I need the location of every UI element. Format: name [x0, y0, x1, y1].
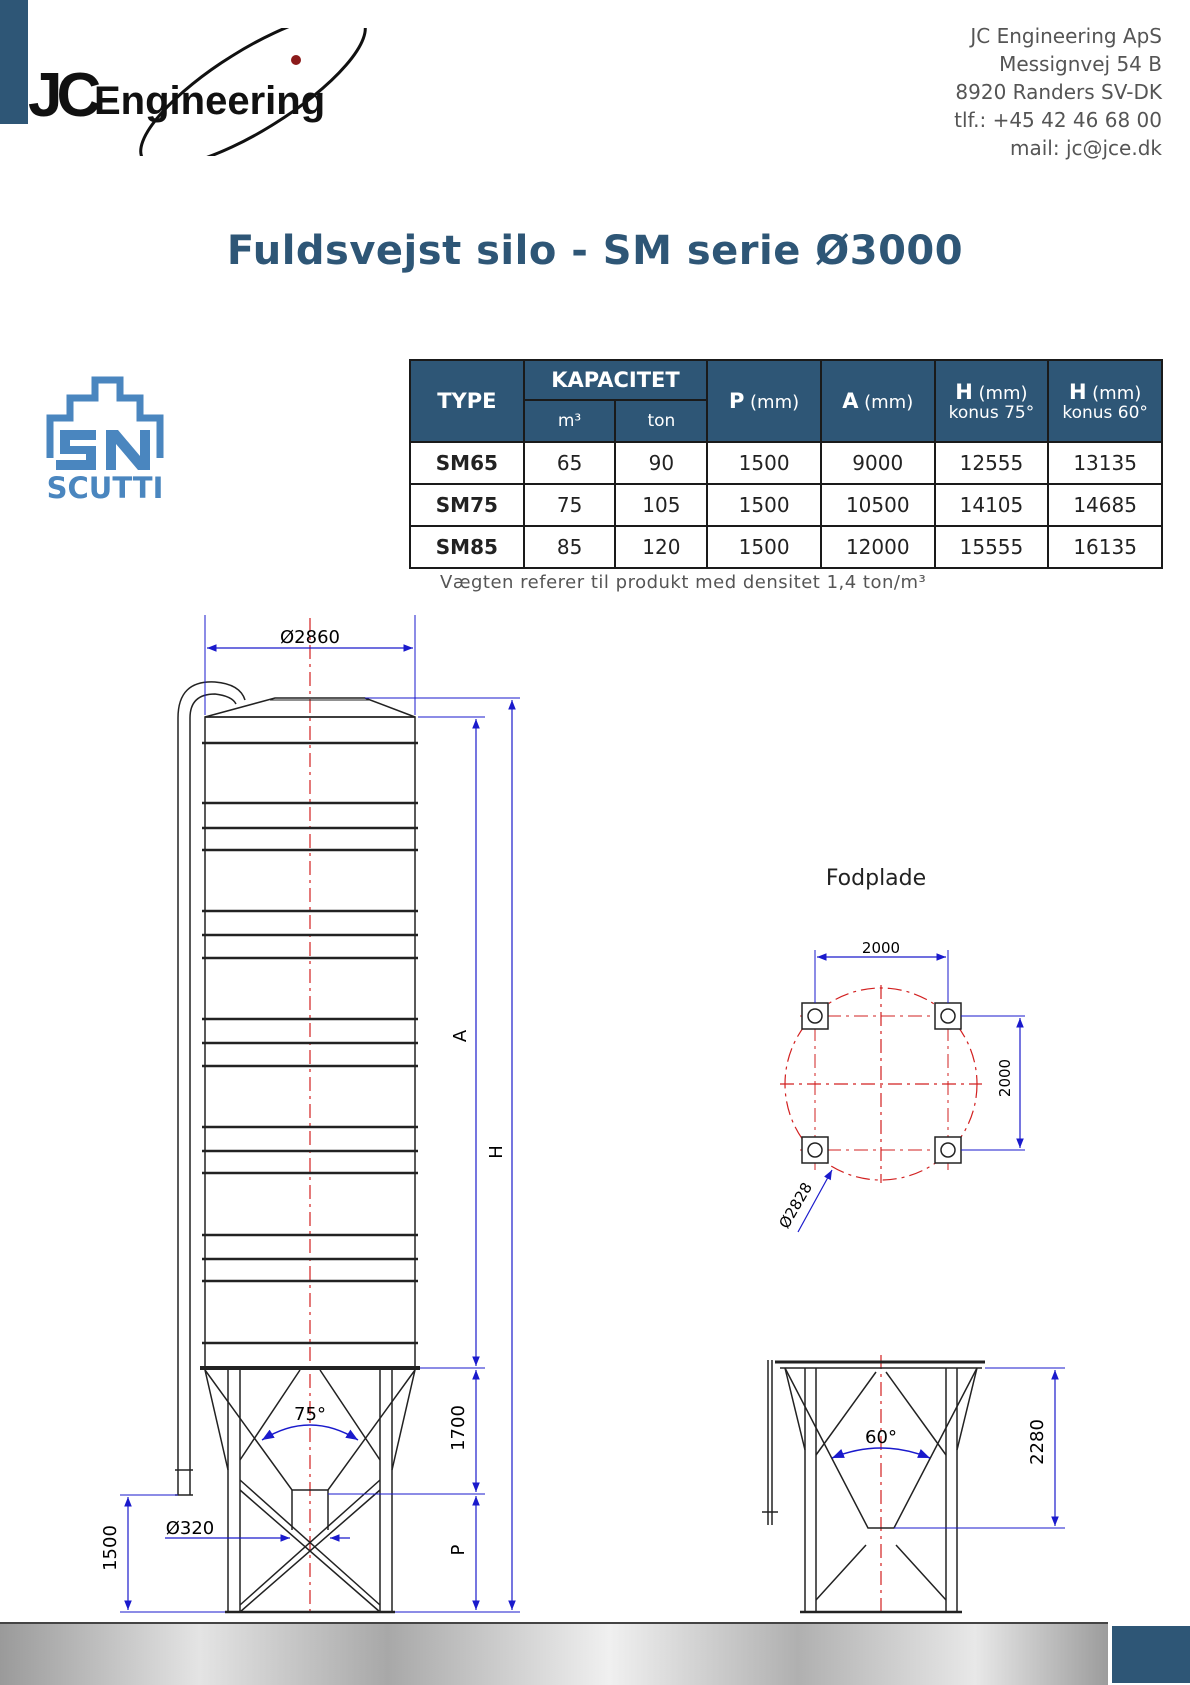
page-title: Fuldsvejst silo - SM serie Ø3000 — [226, 228, 964, 274]
address-line-street: Messignvej 54 B — [999, 52, 1162, 76]
company-address — [954, 22, 1162, 162]
table-row — [410, 484, 1162, 526]
header-m3: m³ — [524, 400, 616, 442]
header-type: TYPE — [410, 360, 524, 442]
cell-h60: 14685 — [1048, 484, 1162, 526]
angle-75-label: 75° — [294, 1404, 326, 1425]
cell-h75: 12555 — [935, 442, 1049, 484]
scutti-logo-text: SCUTTI — [46, 471, 164, 505]
top-diameter-label: Ø2860 — [280, 627, 340, 648]
cell-m3: 85 — [524, 526, 616, 568]
header-a: A (mm) — [821, 360, 935, 442]
header-h-75: H (mm) konus 75° — [935, 360, 1049, 442]
address-line-company: JC Engineering ApS — [970, 24, 1162, 48]
cell-type: SM85 — [410, 526, 524, 568]
cone-60-detail — [762, 1355, 1065, 1612]
cell-p: 1500 — [707, 442, 821, 484]
cell-m3: 75 — [524, 484, 616, 526]
dimension-1700-label: 1700 — [448, 1405, 469, 1451]
corner-accent-top-left — [0, 0, 28, 124]
angle-60-label: 60° — [865, 1427, 897, 1448]
header-kapacitet: KAPACITET — [524, 360, 708, 400]
cell-m3: 65 — [524, 442, 616, 484]
cell-ton: 120 — [615, 526, 707, 568]
cell-h75: 14105 — [935, 484, 1049, 526]
cell-h75: 15555 — [935, 526, 1049, 568]
cell-type: SM65 — [410, 442, 524, 484]
density-note: Vægten referer til produkt med densitet 1,4 ton/m³ — [440, 572, 927, 593]
fodplade-plan — [775, 866, 1025, 1232]
cell-a: 12000 — [821, 526, 935, 568]
fodplade-diameter-label: Ø2828 — [775, 1179, 816, 1232]
technical-drawing — [0, 600, 1190, 1620]
cell-ton: 90 — [615, 442, 707, 484]
dimension-1500-label: 1500 — [100, 1525, 121, 1571]
header-ton: ton — [615, 400, 707, 442]
header-p: P (mm) — [707, 360, 821, 442]
cell-p: 1500 — [707, 526, 821, 568]
address-line-email: mail: jc@jce.dk — [1010, 136, 1162, 160]
cell-type: SM75 — [410, 484, 524, 526]
cell-a: 9000 — [821, 442, 935, 484]
dimension-p-label: P — [448, 1544, 469, 1556]
address-line-city: 8920 Randers SV-DK — [955, 80, 1162, 104]
dimension-a-label: A — [450, 1029, 471, 1043]
scutti-logo — [40, 370, 170, 505]
cell-a: 10500 — [821, 484, 935, 526]
svg-text:JC: JC — [28, 61, 96, 130]
address-line-phone: tlf.: +45 42 46 68 00 — [954, 108, 1162, 132]
cell-ton: 105 — [615, 484, 707, 526]
silo-elevation — [100, 615, 520, 1612]
fodplade-height-label: 2000 — [996, 1058, 1014, 1098]
jc-engineering-logo — [28, 28, 378, 156]
header-h-60: H (mm) konus 60° — [1048, 360, 1162, 442]
cell-h60: 16135 — [1048, 526, 1162, 568]
spec-table — [409, 359, 1163, 569]
fodplade-width-label: 2000 — [861, 939, 901, 957]
dimension-h-label: H — [486, 1145, 507, 1159]
dimension-2280-label: 2280 — [1027, 1419, 1048, 1465]
cell-h60: 13135 — [1048, 442, 1162, 484]
table-row — [410, 526, 1162, 568]
outlet-diameter-label: Ø320 — [165, 1518, 215, 1539]
cell-p: 1500 — [707, 484, 821, 526]
fodplade-title: Fodplade — [825, 866, 927, 891]
corner-accent-bottom-right — [1112, 1626, 1190, 1683]
footer-metal-bar — [0, 1622, 1108, 1685]
svg-text:Engineering: Engineering — [94, 79, 326, 123]
table-row — [410, 442, 1162, 484]
